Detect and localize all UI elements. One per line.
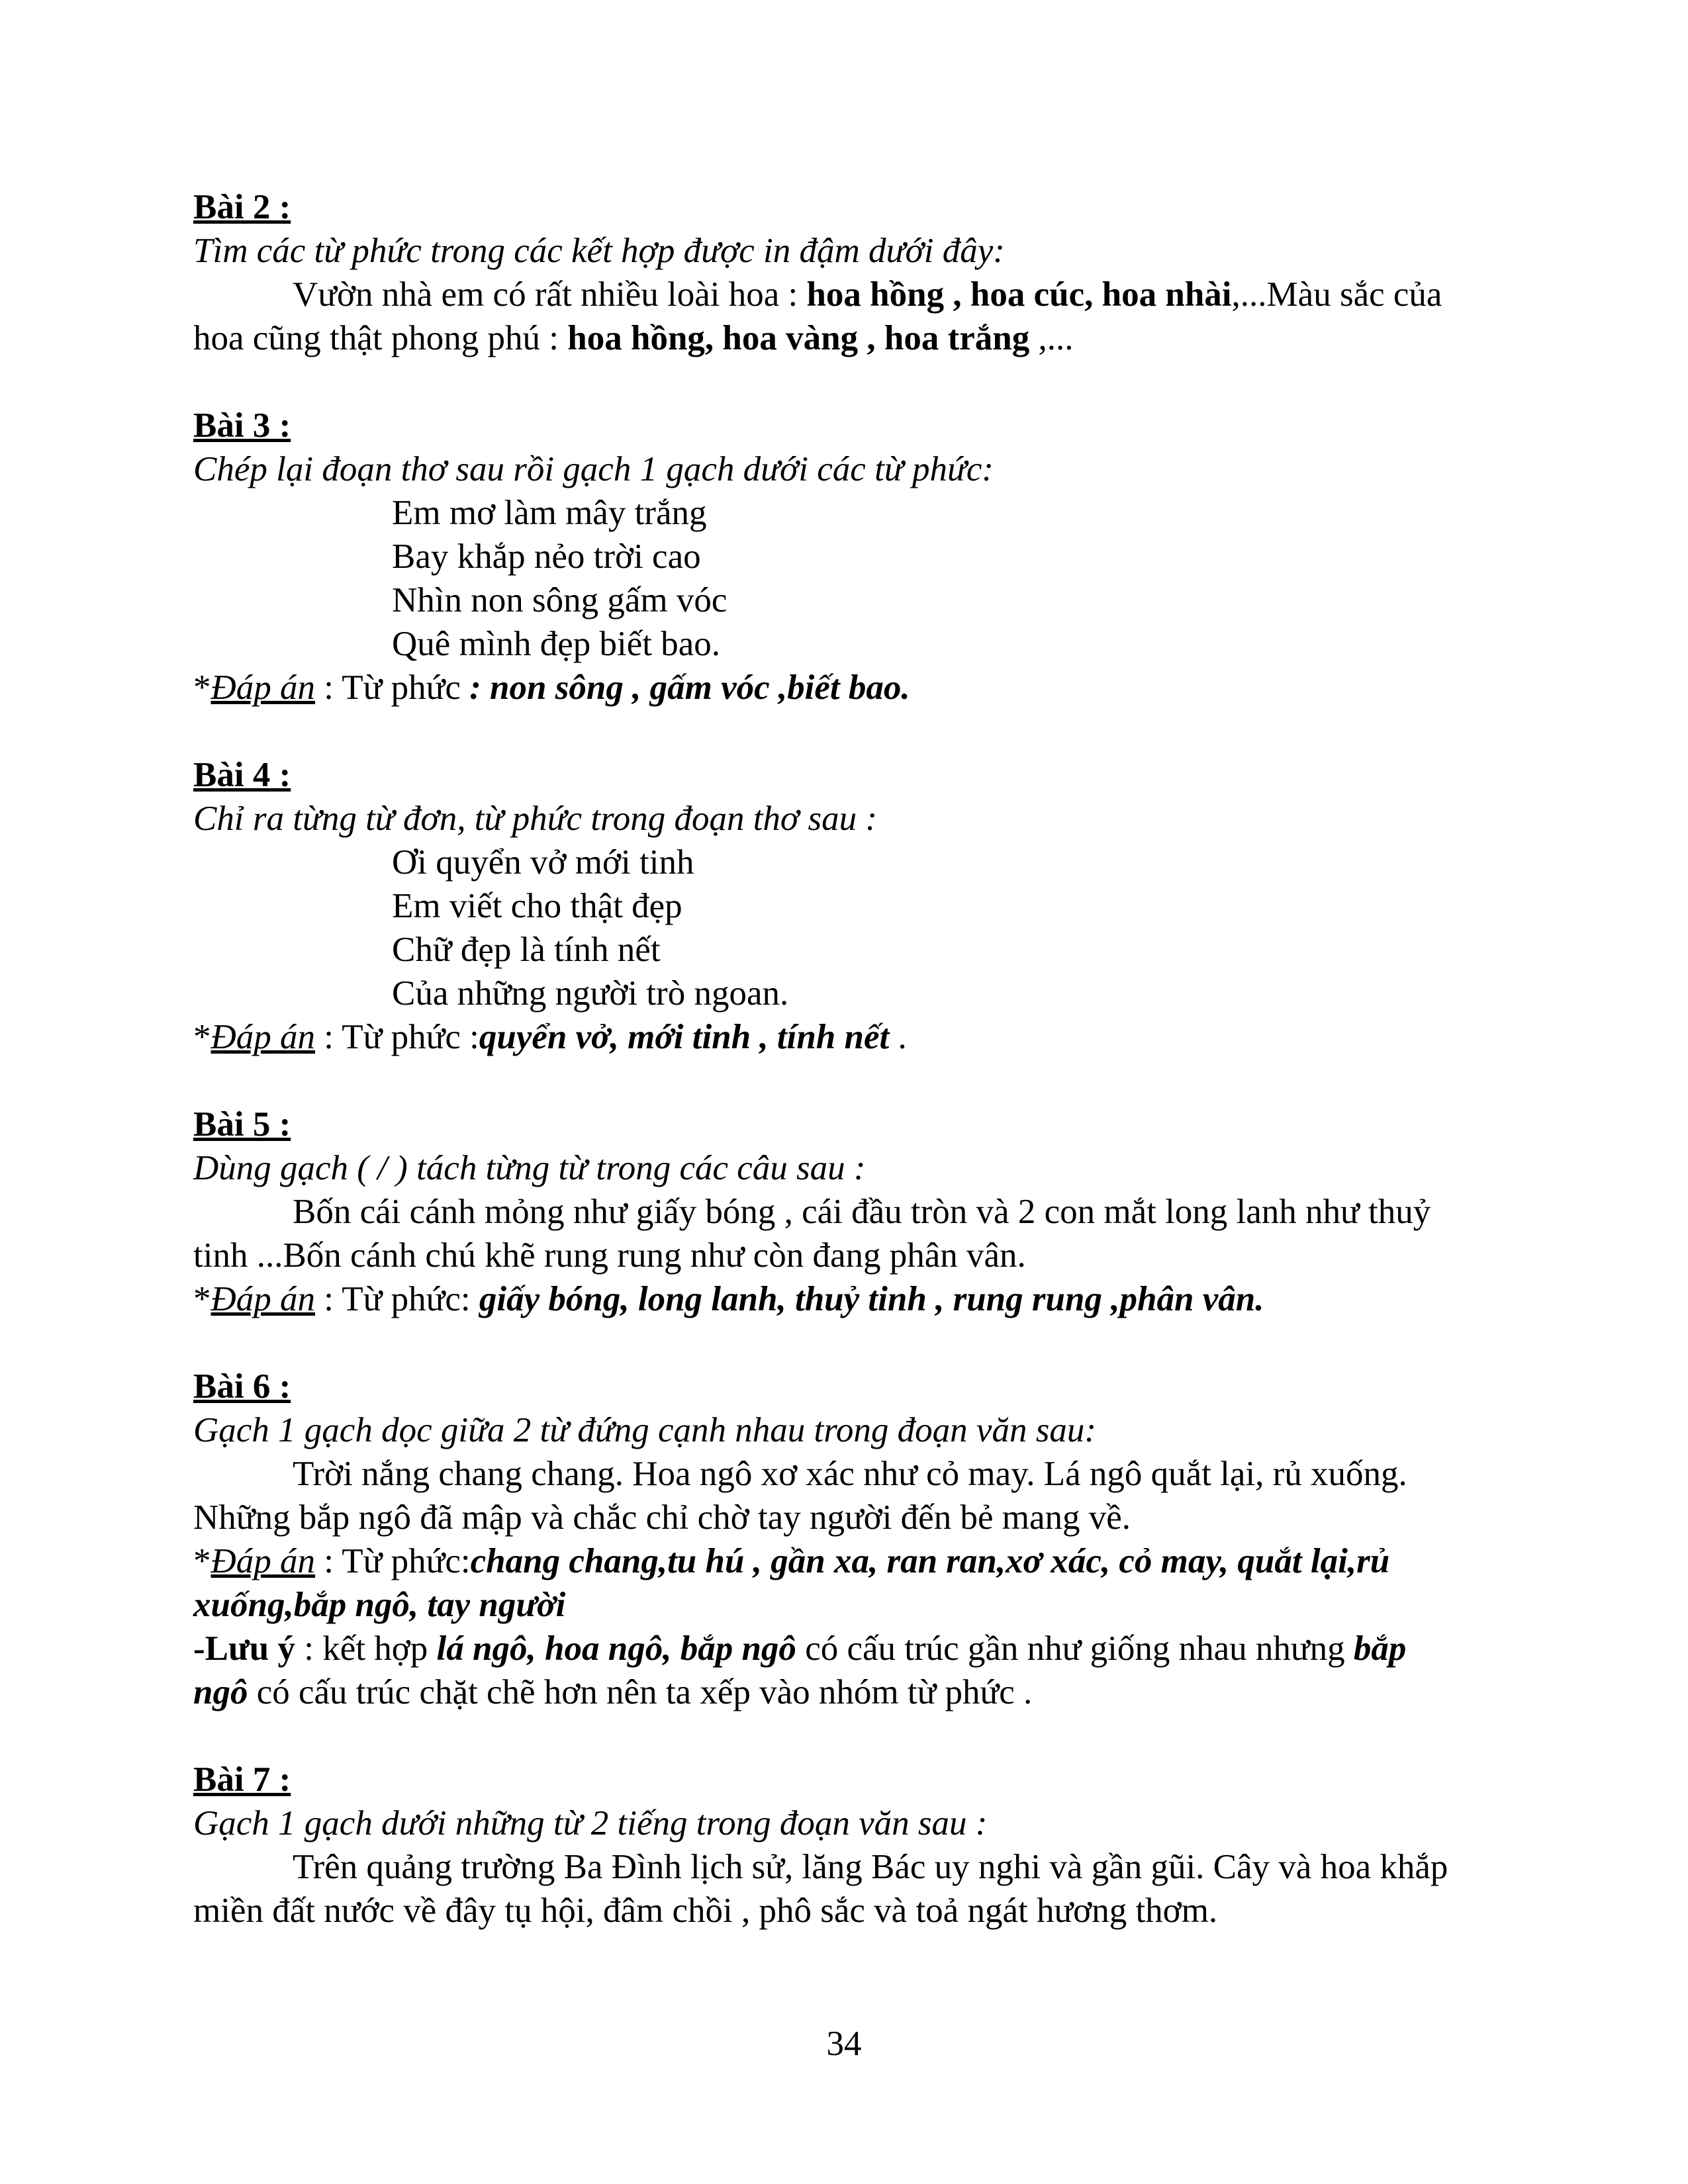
exercise-3-title: Bài 3 : [193, 406, 291, 445]
exercise-5-paragraph-line-2: tinh ...Bốn cánh chú khẽ rung rung như còn đang phân vân. [193, 1236, 1026, 1275]
exercise-6-paragraph-line-2: Những bắp ngô đã mập và chắc chỉ chờ tay người đến bẻ mang về. [193, 1498, 1131, 1537]
exercise-7-instruction: Gạch 1 gạch dưới những từ 2 tiếng trong đoạn văn sau : [193, 1804, 988, 1843]
exercise-3-verse-line: Em mơ làm mây trắng [392, 494, 707, 532]
spacer [193, 360, 1603, 404]
exercise-5-instruction: Dùng gạch ( / ) tách từng từ trong các câu sau : [193, 1149, 866, 1187]
answer-value: xuống,bắp ngô, tay người [193, 1586, 566, 1624]
exercise-2-title: Bài 2 : [193, 188, 291, 226]
answer-value: quyển vở, mới tinh , tính nết [479, 1018, 890, 1056]
exercise-3-verse-line: Quê mình đẹp biết bao. [392, 625, 721, 663]
exercise-4-verse-line: Ơi quyển vở mới tinh [392, 843, 694, 882]
page-number: 34 [826, 2025, 862, 2063]
exercise-3-verse-line: Nhìn non sông gấm vóc [392, 581, 727, 619]
answer-label: Đáp án [211, 1018, 316, 1056]
text-run: : Từ phức [315, 668, 470, 707]
exercise-6-answer-line-1 [193, 1539, 1603, 1583]
exercise-6-note-line-1 [193, 1627, 1603, 1670]
spacer [193, 1321, 1603, 1365]
exercise-6-note-line-2 [193, 1670, 1603, 1714]
exercise-5-paragraph-line-1: Bốn cái cánh mỏng như giấy bóng , cái đầu tròn và 2 con mắt long lanh như thuỷ [293, 1193, 1431, 1231]
exercise-7-paragraph-line-1: Trên quảng trường Ba Đình lịch sử, lăng Bác uy nghi và gần gũi. Cây và hoa khắp [293, 1848, 1448, 1886]
text-run: . [889, 1018, 907, 1056]
exercise-4-answer [193, 1015, 1603, 1059]
answer-label: Đáp án [211, 668, 316, 707]
exercise-5-title: Bài 5 : [193, 1105, 291, 1144]
answer-label: Đáp án [211, 1542, 316, 1580]
exercise-3-verse-line: Bay khắp nẻo trời cao [392, 537, 701, 576]
text-run: có cấu trúc gần như giống nhau nhưng [796, 1629, 1354, 1668]
answer-value: : non sông , gấm vóc ,biết bao. [469, 668, 910, 707]
exercise-3-answer [193, 666, 1603, 709]
exercise-4-instruction: Chỉ ra từng từ đơn, từ phức trong đoạn thơ sau : [193, 799, 877, 838]
bold-run: hoa hồng, hoa vàng , hoa trắng [567, 319, 1030, 357]
exercise-7-title: Bài 7 : [193, 1760, 291, 1799]
answer-star: * [193, 668, 211, 707]
spacer [193, 1714, 1603, 1758]
exercise-5-answer [193, 1277, 1603, 1321]
exercise-6-title: Bài 6 : [193, 1367, 291, 1406]
text-run: hoa cũng thật phong phú : [193, 319, 568, 357]
answer-star: * [193, 1542, 211, 1580]
exercise-6-instruction: Gạch 1 gạch dọc giữa 2 từ đứng cạnh nhau trong đoạn văn sau: [193, 1411, 1096, 1449]
answer-star: * [193, 1018, 211, 1056]
exercise-3-instruction: Chép lại đoạn thơ sau rồi gạch 1 gạch dưới các từ phức: [193, 450, 994, 488]
exercise-4-title: Bài 4 : [193, 756, 291, 794]
exercise-6-answer-line-2 [193, 1583, 1603, 1627]
exercise-6-paragraph-line-1: Trời nắng chang chang. Hoa ngô xơ xác như cỏ may. Lá ngô quắt lại, rủ xuống. [293, 1455, 1407, 1493]
text-run: : Từ phức : [315, 1018, 479, 1056]
exercise-2-instruction: Tìm các từ phức trong các kết hợp được in đậm dưới đây: [193, 232, 1005, 270]
exercise-7-paragraph-line-2: miền đất nước về đây tụ hội, đâm chồi , phô sắc và toả ngát hương thơm. [193, 1891, 1218, 1930]
exercise-2-paragraph-line-2 [193, 316, 1603, 360]
text-run: : kết hợp [295, 1629, 437, 1668]
text-run: ,...Màu sắc của [1231, 275, 1442, 314]
exercise-4-verse-line: Em viết cho thật đẹp [392, 887, 682, 925]
text-run: ,... [1029, 319, 1074, 357]
answer-star: * [193, 1280, 211, 1318]
spacer [193, 709, 1603, 753]
bold-italic-run: ngô [193, 1673, 248, 1711]
text-run: : Từ phức: [315, 1280, 479, 1318]
text-run: Vườn nhà em có rất nhiều loài hoa : [293, 275, 807, 314]
bold-run: hoa hồng , hoa cúc, hoa nhài [806, 275, 1232, 314]
exercise-4-verse-line: Chữ đẹp là tính nết [392, 931, 661, 969]
note-label: -Lưu ý [193, 1629, 296, 1668]
text-run: : Từ phức: [315, 1542, 471, 1580]
page-content [193, 185, 1603, 1933]
bold-italic-run: lá ngô, hoa ngô, bắp ngô [436, 1629, 796, 1668]
exercise-4-verse-line: Của những người trò ngoan. [392, 974, 789, 1013]
answer-value: chang chang,tu hú , gần xa, ran ran,xơ xác, cỏ may, quắt lại,rủ [470, 1542, 1390, 1580]
text-run: có cấu trúc chặt chẽ hơn nên ta xếp vào nhóm từ phức . [248, 1673, 1033, 1711]
answer-value: giấy bóng, long lanh, thuỷ tinh , rung rung ,phân vân. [479, 1280, 1264, 1318]
spacer [193, 1059, 1603, 1103]
answer-label: Đáp án [211, 1280, 316, 1318]
exercise-2-paragraph-line-1 [193, 273, 1603, 316]
bold-italic-run: bắp [1353, 1629, 1407, 1668]
